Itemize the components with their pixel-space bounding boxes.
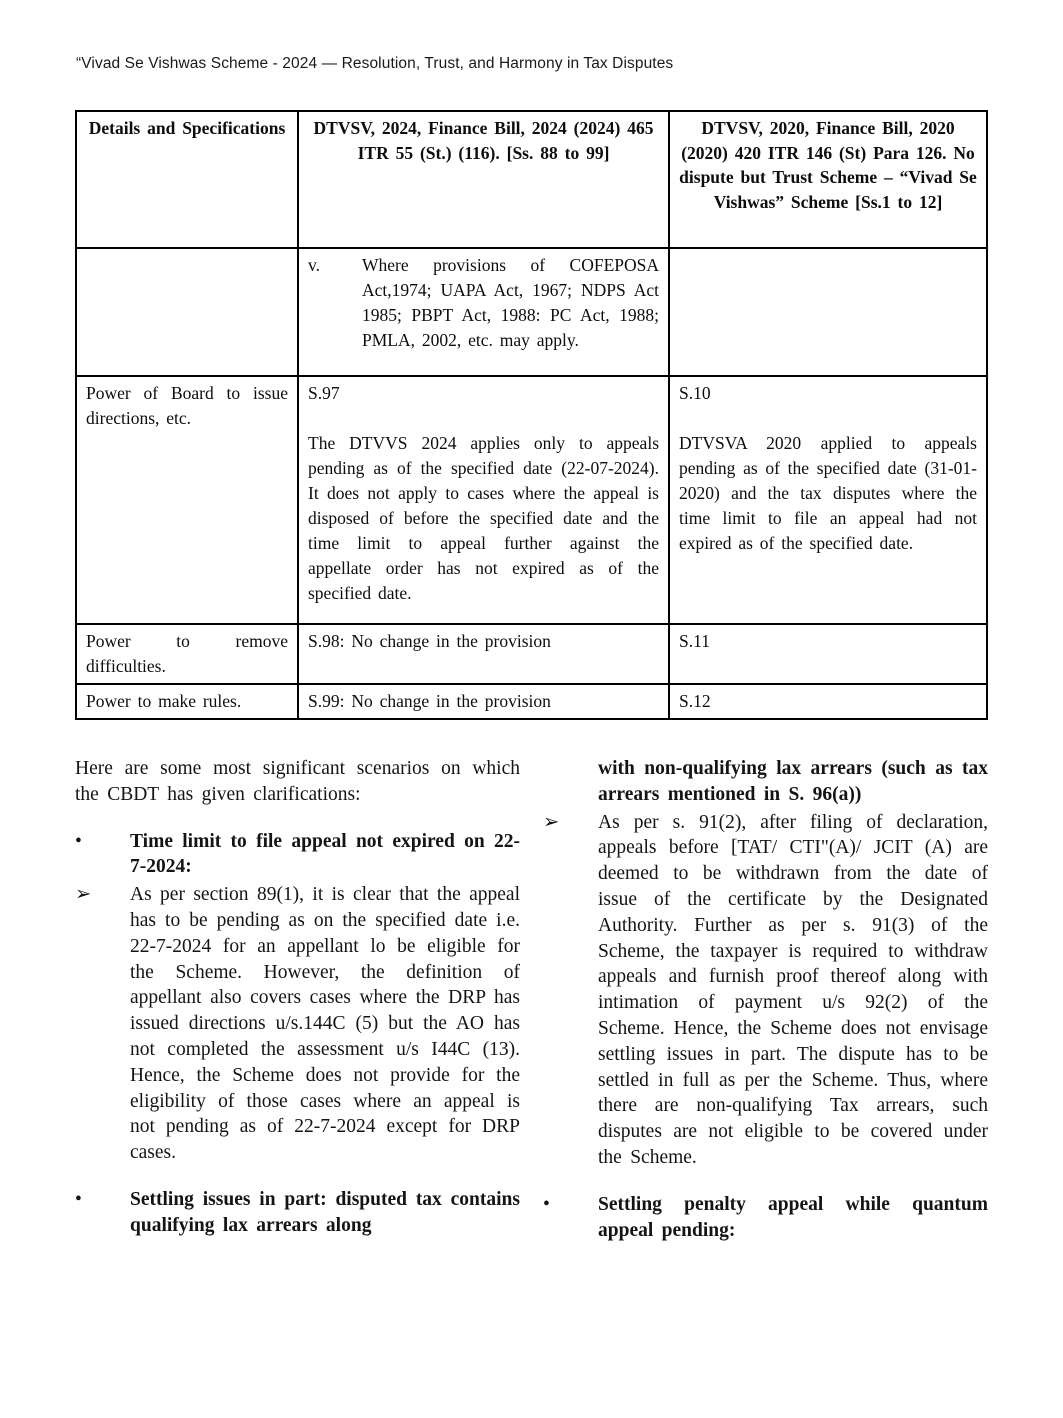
list-item-settling-issues [75,1187,520,1239]
body-two-columns [75,756,988,1243]
cell-board-label: Power of Board to issue directions, etc. [76,376,298,624]
comparison-table [75,110,988,720]
cell-empty-right [669,248,987,376]
table-row-remove-difficulties [76,624,987,684]
s10-text: DTVSVA 2020 applied to appeals pending as of the specified date (31-01-2020) and the tax disputes where the time limit to file an appeal had not expired as of the specified date. [679,433,977,553]
bullet-icon: • [543,1193,550,1215]
bullet-time-limit-heading: Time limit to file appeal not expired on 22-7-2024: [130,830,520,878]
table-row-make-rules [76,684,987,719]
table-row-board-directions [76,376,987,624]
cofeposa-text: Where provisions of COFEPOSA Act,1974; UAPA Act, 1967; NDPS Act 1985; PBPT Act, 1988: PC Act, 1988; PMLA, 2002, etc. may apply. [362,255,659,350]
cell-remove-2024: S.98: No change in the provision [298,624,669,684]
settling-issues-heading-continued: with non-qualifying lax arrears (such as tax arrears mentioned in S. 96(a)) [598,758,988,805]
intro-paragraph: Here are some most significant scenarios on which the CBDT has given clarifications: [75,758,520,805]
body-left-column [75,756,520,1243]
header-cell-dtvsv-2024: DTVSV, 2024, Finance Bill, 2024 (2024) 465 ITR 55 (St.) (116). [Ss. 88 to 99] [298,111,669,248]
cell-remove-2020: S.11 [669,624,987,684]
section-91-text: As per s. 91(2), after filing of declaration, appeals before [TAT/ CTI"(A)/ JCIT (A) are deemed to be withdrawn from the date of issue of the certificate by the Designated Authority. Further as per s. 91(3) of the Scheme, the taxpayer is required to withdraw appeals and furnish proof thereof along with intimation of payment u/s 92(2) of the Scheme. Hence, the Scheme does not envisage settling issues in part. The dispute has to be settled in full as per the Scheme. Thus, where there are non-qualifying Tax arrears, such disputes are not eligible to be covered under the Scheme. [598,811,988,1168]
header-cell-dtvsv-2020: DTVSV, 2020, Finance Bill, 2020 (2020) 420 ITR 146 (St) Para 126. No dispute but Trust Scheme – “Vivad Se Vishwas” Scheme [Ss.1 to 12] [669,111,987,248]
body-right-column [543,756,988,1243]
running-header: “Vivad Se Vishwas Scheme - 2024 — Resolution, Trust, and Harmony in Tax Disputes [76,55,674,72]
s97-text: The DTVVS 2024 applies only to appeals pending as of the specified date (22-07-2024). It does not apply to cases where the appeal is disposed of before the specified date and the time limit to appeal further against the appellate order has not expired as of the specified date. [308,433,659,603]
cell-board-2024 [298,376,669,624]
section-ref-s97: S.97 [308,383,340,403]
arrow-bullet-icon: ➢ [75,884,92,906]
cell-rules-2024: S.99: No change in the provision [298,684,669,719]
bullet-icon: • [75,1188,82,1210]
cell-rules-2020: S.12 [669,684,987,719]
list-item-time-limit [75,829,520,881]
list-marker-v: v. [308,255,320,275]
list-item-section-91 [543,810,988,1171]
table-row-cofeposa [76,248,987,376]
cell-cofeposa [298,248,669,376]
cell-board-2020 [669,376,987,624]
bullet-icon: • [75,830,82,852]
header-cell-details: Details and Specifications [76,111,298,248]
cell-rules-label: Power to make rules. [76,684,298,719]
arrow-bullet-icon: ➢ [543,811,560,833]
bullet-penalty-appeal-heading: Settling penalty appeal while quantum appeal pending: [598,1193,988,1241]
table-header-row [76,111,987,248]
section-ref-s10: S.10 [679,383,711,403]
cell-remove-label: Power to remove difficulties. [76,624,298,684]
bullet-settling-issues-heading: Settling issues in part: disputed tax contains qualifying lax arrears along [130,1188,520,1236]
section-89-text: As per section 89(1), it is clear that the appeal has to be pending as on the specified date i.e. 22-7-2024 for an appellant lo be eligible for the Scheme. However, the definition of appellant also covers cases where the DRP has issued directions u/s.144C (5) but the AO has not completed the assessment u/s I44C (13). Hence, the Scheme does not provide for the eligibility of those cases where an appeal is not pending as of 22-7-2024 except for DRP cases. [130,884,520,1164]
cell-empty-left [76,248,298,376]
list-item-penalty-appeal [543,1192,988,1244]
list-item-section-89 [75,882,520,1166]
